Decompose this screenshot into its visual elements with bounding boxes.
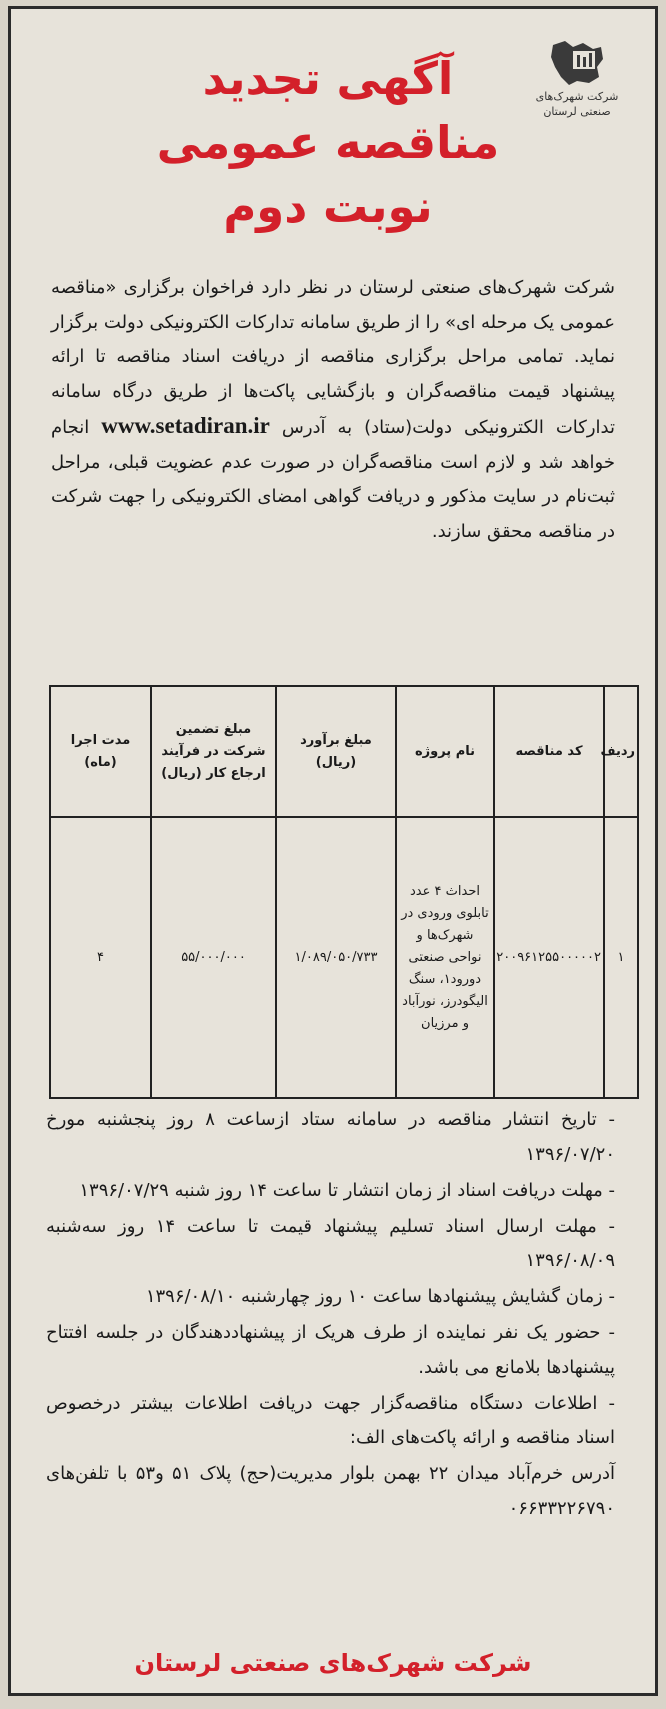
note-contact-info: - اطلاعات دستگاه مناقصه‌گزار جهت دریافت اطلاعات بیشتر درخصوص اسناد مناقصه و ارائه پاکت‌های الف: xyxy=(46,1392,615,1448)
footer-company-name: شرکت شهرک‌های صنعتی لرستان xyxy=(134,1649,532,1677)
cell-project-name: احداث ۴ عدد تابلوی ورودی در شهرک‌ها و نواحی صنعتی دورود۱، سنگ الیگودرز، نورآباد و مرزیان xyxy=(396,817,494,1098)
title-line-1: آگهی تجدید xyxy=(202,52,454,105)
setadiran-link[interactable]: www.setadiran.ir xyxy=(101,413,270,438)
header-guarantee: مبلغ تضمین شرکت در فرآیند ارجاع کار (ریال) xyxy=(151,686,276,817)
header-duration: مدت اجرا (ماه) xyxy=(50,686,151,817)
notes-list xyxy=(46,1103,615,1528)
title-line-2: مناقصه عمومی xyxy=(156,116,500,169)
note-document-deadline: - مهلت دریافت اسناد از زمان انتشار تا ساعت ۱۴ روز شنبه ۱۳۹۶/۰۷/۲۹ xyxy=(79,1179,615,1201)
cell-duration: ۴ xyxy=(50,817,151,1098)
cell-estimate: ۱/۰۸۹/۰۵۰/۷۳۳ xyxy=(276,817,396,1098)
note-publish-date: - تاریخ انتشار مناقصه در سامانه ستاد ازساعت ۸ روز پنجشنبه مورخ ۱۳۹۶/۰۷/۲۰ xyxy=(46,1109,615,1165)
intro-text-after-url: انجام خواهد شد و لازم است مناقصه‌گران در صورت عدم عضویت قبلی، مراحل ثبت‌نام در سایت مذکور و دریافت گواهی امضای الکترونیکی را جهت شرکت در مناقصه محقق سازند. xyxy=(51,417,615,542)
header-tender-code: کد مناقصه xyxy=(494,686,604,817)
cell-row-number: ۱ xyxy=(604,817,638,1098)
note-attendance: - حضور یک نفر نماینده از طرف هریک از پیشنهاددهندگان در جلسه افتتاح پیشنهادها بلامانع می باشد. xyxy=(46,1322,615,1378)
intro-paragraph xyxy=(51,271,615,549)
table-row xyxy=(50,817,638,1098)
logo-text-line-2: صنعتی لرستان xyxy=(543,105,611,118)
title-line-3: نوبت دوم xyxy=(223,180,433,233)
iran-map-logo-icon xyxy=(547,37,607,89)
intro-text-before-url: شرکت شهرک‌های صنعتی لرستان در نظر دارد فراخوان برگزاری «مناقصه عمومی یک مرحله ای» را از طریق سامانه تدارکات الکترونیکی دولت برگزار نماید. تمامی مراحل برگزاری مناقصه از دریافت اسناد مناقصه تا ارائه پیشنهاد قیمت مناقصه‌گران و بازگشایی پاکت‌ها از طریق درگاه سامانه تدارکات الکترونیکی دولت(ستاد) به آدرس xyxy=(51,277,615,438)
logo-text-line-1: شرکت شهرک‌های xyxy=(535,90,619,103)
note-submission-deadline: - مهلت ارسال اسناد تسلیم پیشنهاد قیمت تا ساعت ۱۴ روز سه‌شنبه ۱۳۹۶/۰۸/۰۹ xyxy=(46,1215,615,1271)
header-row-number: ردیف xyxy=(604,686,638,817)
notice-title xyxy=(151,47,505,239)
note-opening-time: - زمان گشایش پیشنهادها ساعت ۱۰ روز چهارشنبه ۱۳۹۶/۰۸/۱۰ xyxy=(145,1286,615,1307)
tender-table xyxy=(49,685,639,1099)
table-header-row xyxy=(50,686,638,817)
cell-guarantee: ۵۵/۰۰۰/۰۰۰ xyxy=(151,817,276,1098)
company-logo xyxy=(527,37,627,119)
cell-tender-code: ۲۰۰۹۶۱۲۵۵۰۰۰۰۰۲ xyxy=(494,817,604,1098)
tender-notice xyxy=(8,6,658,1696)
header-project-name: نام پروژه xyxy=(396,686,494,817)
header-estimate: مبلغ برآورد (ریال) xyxy=(276,686,396,817)
note-address: آدرس خرم‌آباد میدان ۲۲ بهمن بلوار مدیریت(حج) پلاک ۵۱ و۵۳ با تلفن‌های ۰۶۶۳۳۲۲۶۷۹۰ xyxy=(46,1463,616,1519)
